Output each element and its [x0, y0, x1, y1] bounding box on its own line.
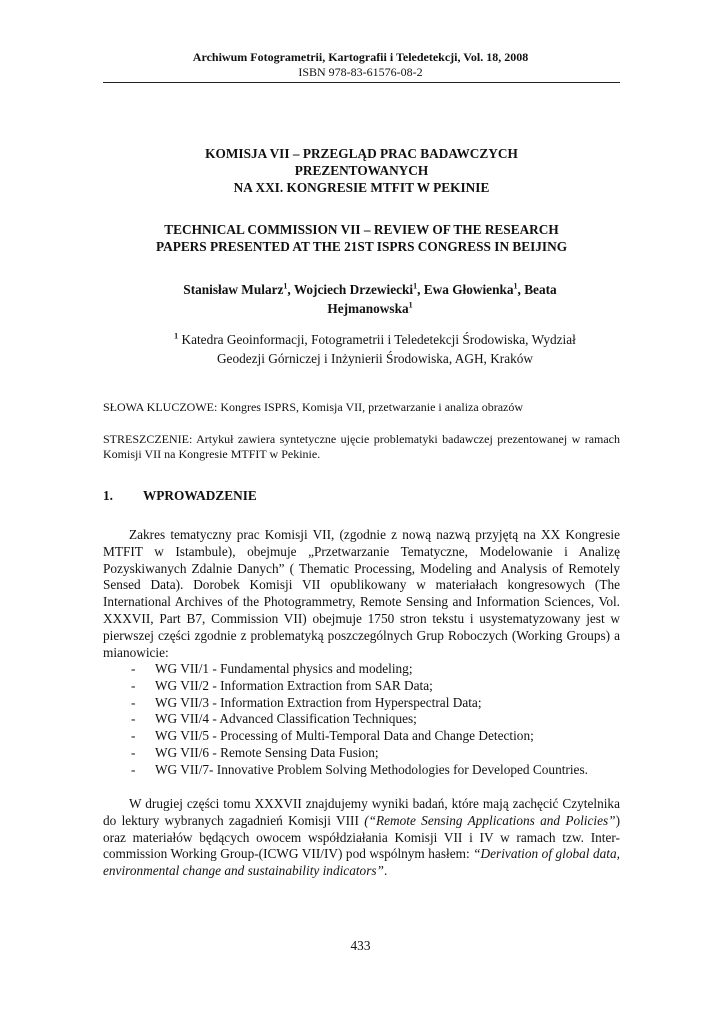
list-item-text: WG VII/2 - Information Extraction from SAR Data; [155, 677, 433, 693]
page-number: 433 [350, 938, 371, 953]
title-english [103, 221, 620, 255]
paragraph-2-text: W drugiej części tomu XXXVII znajdujemy wyniki badań, które mają zachęcić Czytelnika do lektury wybranych zagadnień Komisji VIII [103, 796, 620, 828]
author-name: Wojciech Drzewiecki [293, 282, 414, 297]
body-paragraph-1: Zakres tematyczny prac Komisji VII, (zgodnie z nową nazwą przyjętą na XX Kongresie MTFIT w Istambule), obejmuje „Przetwarzanie Tematyczne, Modelowanie i Analizę Pozyskiwanych Zdalnie Danych” ( Thematic Processing, Modeling and Analysis of Remotely Sensed Data). Dorobek Komisji VII opublikowany w materiałach kongresowych (The International Archives of the Photogrammetry, Remote Sensing and Information Sciences, Vol. XXXVII, Part B7, Commission VII) obejmuje 1750 stron tekstu i usystematyzowany jest w pierwszej części zgodnie z problematyką poszczególnych Grup Roboczych (Working Groups) a mianowicie: [103, 527, 620, 660]
list-dash: - [131, 761, 136, 777]
title-polish-line-3: NA XXI. KONGRESIE MTFIT W PEKINIE [233, 180, 490, 195]
section-title: WPROWADZENIE [143, 488, 257, 503]
author-name: Ewa Głowienka [423, 282, 514, 297]
list-dash: - [131, 677, 136, 693]
working-groups-list [103, 661, 620, 779]
paragraph-2-text: ) oraz materiałów będących owocem współdziałania Komisji VII i IV w ramach tzw. Inter-commission Working Group-(ICWG VII/IV) pod wspólnym hasłem: [103, 812, 620, 862]
isbn-line: ISBN 978-83-61576-08-2 [298, 65, 423, 79]
list-dash: - [131, 661, 136, 676]
list-item [103, 661, 620, 678]
affiliation-line-2: Geodezji Górniczej i Inżynierii Środowiska, AGH, Kraków [216, 351, 534, 366]
header-divider [103, 82, 620, 83]
journal-header: Archiwum Fotogrametrii, Kartografii i Teledetekcji, Vol. 18, 2008 [192, 50, 529, 64]
body-paragraph-2 [103, 796, 620, 880]
keywords: SŁOWA KLUCZOWE: Kongres ISPRS, Komisja VII, przetwarzanie i analiza obrazów [103, 400, 524, 414]
author-affiliation-mark: 1 [408, 300, 413, 310]
list-item-text: WG VII/7- Innovative Problem Solving Methodologies for Developed Countries. [155, 761, 588, 777]
affiliation-mark: 1 [174, 331, 179, 341]
list-item [103, 678, 620, 695]
list-item [103, 762, 620, 779]
list-item [103, 745, 620, 762]
paragraph-2-text: . [383, 863, 388, 879]
abstract: STRESZCZENIE: Artykuł zawiera syntetyczne ujęcie problematyki badawczej prezentowanej w ramach Komisji VII na Kongresie MTFIT w Pekinie. [103, 432, 620, 461]
paragraph-2-italic-quote: (“Remote Sensing Applications and Policies” [364, 812, 616, 828]
list-item-text: WG VII/6 - Remote Sensing Data Fusion; [155, 744, 379, 760]
title-english-line-2: PAPERS PRESENTED AT THE 21ST ISPRS CONGRESS IN BEIJING [155, 239, 568, 254]
affiliation [130, 330, 620, 368]
author-list [150, 280, 590, 318]
list-item-text: WG VII/1 - Fundamental physics and modeling; [155, 661, 413, 676]
author-name: Stanisław Mularz [183, 282, 284, 297]
list-dash: - [131, 728, 136, 744]
affiliation-line-1: Katedra Geoinformacji, Fotogrametrii i Teledetekcji Środowiska, Wydział [178, 332, 576, 347]
section-heading [103, 487, 257, 504]
author-affiliation-mark: 1 [283, 281, 288, 291]
author-affiliation-mark: 1 [413, 281, 418, 291]
author-separator: , [417, 282, 424, 297]
author-separator: , [517, 282, 525, 297]
list-item-text: WG VII/5 - Processing of Multi-Temporal Data and Change Detection; [155, 728, 534, 744]
author-separator: , [287, 282, 294, 297]
list-dash: - [131, 744, 136, 760]
list-dash: - [131, 711, 136, 727]
author-affiliation-mark: 1 [513, 281, 518, 291]
list-dash: - [131, 694, 136, 710]
title-polish-line-1: KOMISJA VII – PRZEGLĄD PRAC BADAWCZYCH [205, 146, 518, 161]
list-item [103, 695, 620, 712]
paragraph-2-italic-quote: “Derivation of global data, environmental change and sustainability indicators” [103, 846, 620, 879]
list-item-text: WG VII/3 - Information Extraction from Hyperspectral Data; [155, 694, 482, 710]
title-english-line-1: TECHNICAL COMMISSION VII – REVIEW OF THE RESEARCH [164, 222, 559, 237]
author-name: Beata Hejmanowska [327, 282, 557, 316]
list-item [103, 711, 620, 728]
section-number: 1. [103, 488, 113, 503]
list-item-text: WG VII/4 - Advanced Classification Techniques; [155, 711, 417, 727]
title-polish [103, 145, 620, 196]
title-polish-line-2: PREZENTOWANYCH [294, 163, 429, 178]
list-item [103, 728, 620, 745]
